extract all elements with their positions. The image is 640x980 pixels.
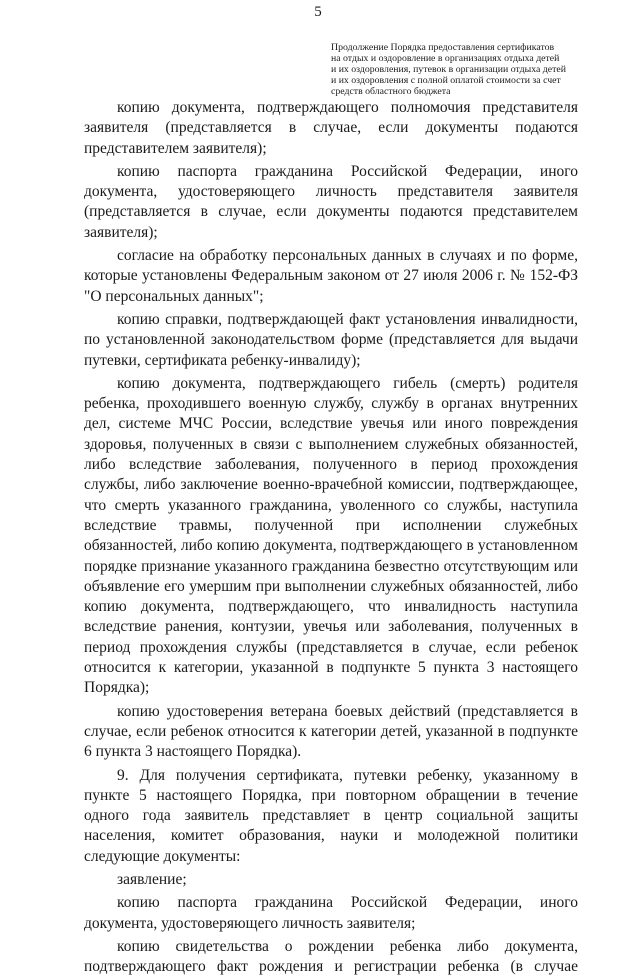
paragraph-section-9: 9. Для получения сертификата, путевки ребенку, указанному в пункте 5 настоящего Порядка, при повторном обращении в течение одного года заявитель представляет в центр социальной защиты населения, комитет образования, науки и молодежной политики следующие документы: [84,766,578,865]
paragraph-applicant-passport: копию паспорта гражданина Российской Федерации, иного документа, удостоверяющего личность заявителя; [84,894,578,932]
running-header-line: и их оздоровления, путевок в организации отдыха детей [331,64,566,75]
running-header-line: и их оздоровления с полной оплатой стоимости за счет [331,75,561,86]
paragraph-parent-death-document: копию документа, подтверждающего гибель (смерть) родителя ребенка, проходившего военную службу, службу в органах внутренних дел, системе МЧС России, вследствие увечья или иного повреждения здоровья, полученных в связи с выполнением служебных обязанностей, либо вследствие заболевания, полученного в период прохождения службы, либо заключение военно-врачебной комиссии, подтверждающее, что смерть указанного гражданина, уволенного со службы, наступила вследствие травмы, полученной при исполнении служебных обязанностей, либо копию документа, подтверждающего в установленном порядке признание указанного гражданина безвестно отсутствующим или объявление его умершим при выполнении служебных обязанностей, либо копию документа, подтверждающего, что инвалидность наступила вследствие ранения, контузии, увечья или заболевания, полученных в период прохождения службы (представляется в случае, если ребенок относится к категории, указанной в подпункте 5 пункта 3 настоящего Порядка); [84,374,578,697]
running-header-line: Продолжение Порядка предоставления сертификатов [331,42,555,53]
running-header-line: на отдых и оздоровление в организациях отдыха детей [331,53,560,64]
paragraph-disability-certificate: копию справки, подтверждающей факт установления инвалидности, по установленной законодательством форме (представляется для выдачи путевки, сертификата ребенку-инвалиду); [84,310,578,369]
paragraph-application: заявление; [117,870,187,888]
document-body [84,98,578,980]
paragraph-birth-certificate: копию свидетельства о рождении ребенка либо документа, подтверждающего факт рождения и регистрации ребенка (в случае [84,937,578,976]
page-number: 5 [314,4,322,20]
paragraph-personal-data-consent: согласие на обработку персональных данных в случаях и по форме, которые установлены Федеральным законом от 27 июля 2006 г. № 152-ФЗ "О персональных данных"; [84,247,578,305]
paragraph-representative-authority: копию документа, подтверждающего полномочия представителя заявителя (представляется в случае, если документы подаются представителем заявителя); [84,99,578,157]
running-header [331,42,575,97]
paragraph-veteran-certificate: копию удостоверения ветерана боевых действий (представляется в случае, если ребенок относится к категории детей, указанной в подпункте 6 пункта 3 настоящего Порядка). [84,702,578,761]
paragraph-representative-passport: копию паспорта гражданина Российской Федерации, иного документа, удостоверяющего личность представителя заявителя (представляется в случае, если документы подаются представителем заявителя); [84,162,578,241]
running-header-line: средств областного бюджета [331,86,451,97]
